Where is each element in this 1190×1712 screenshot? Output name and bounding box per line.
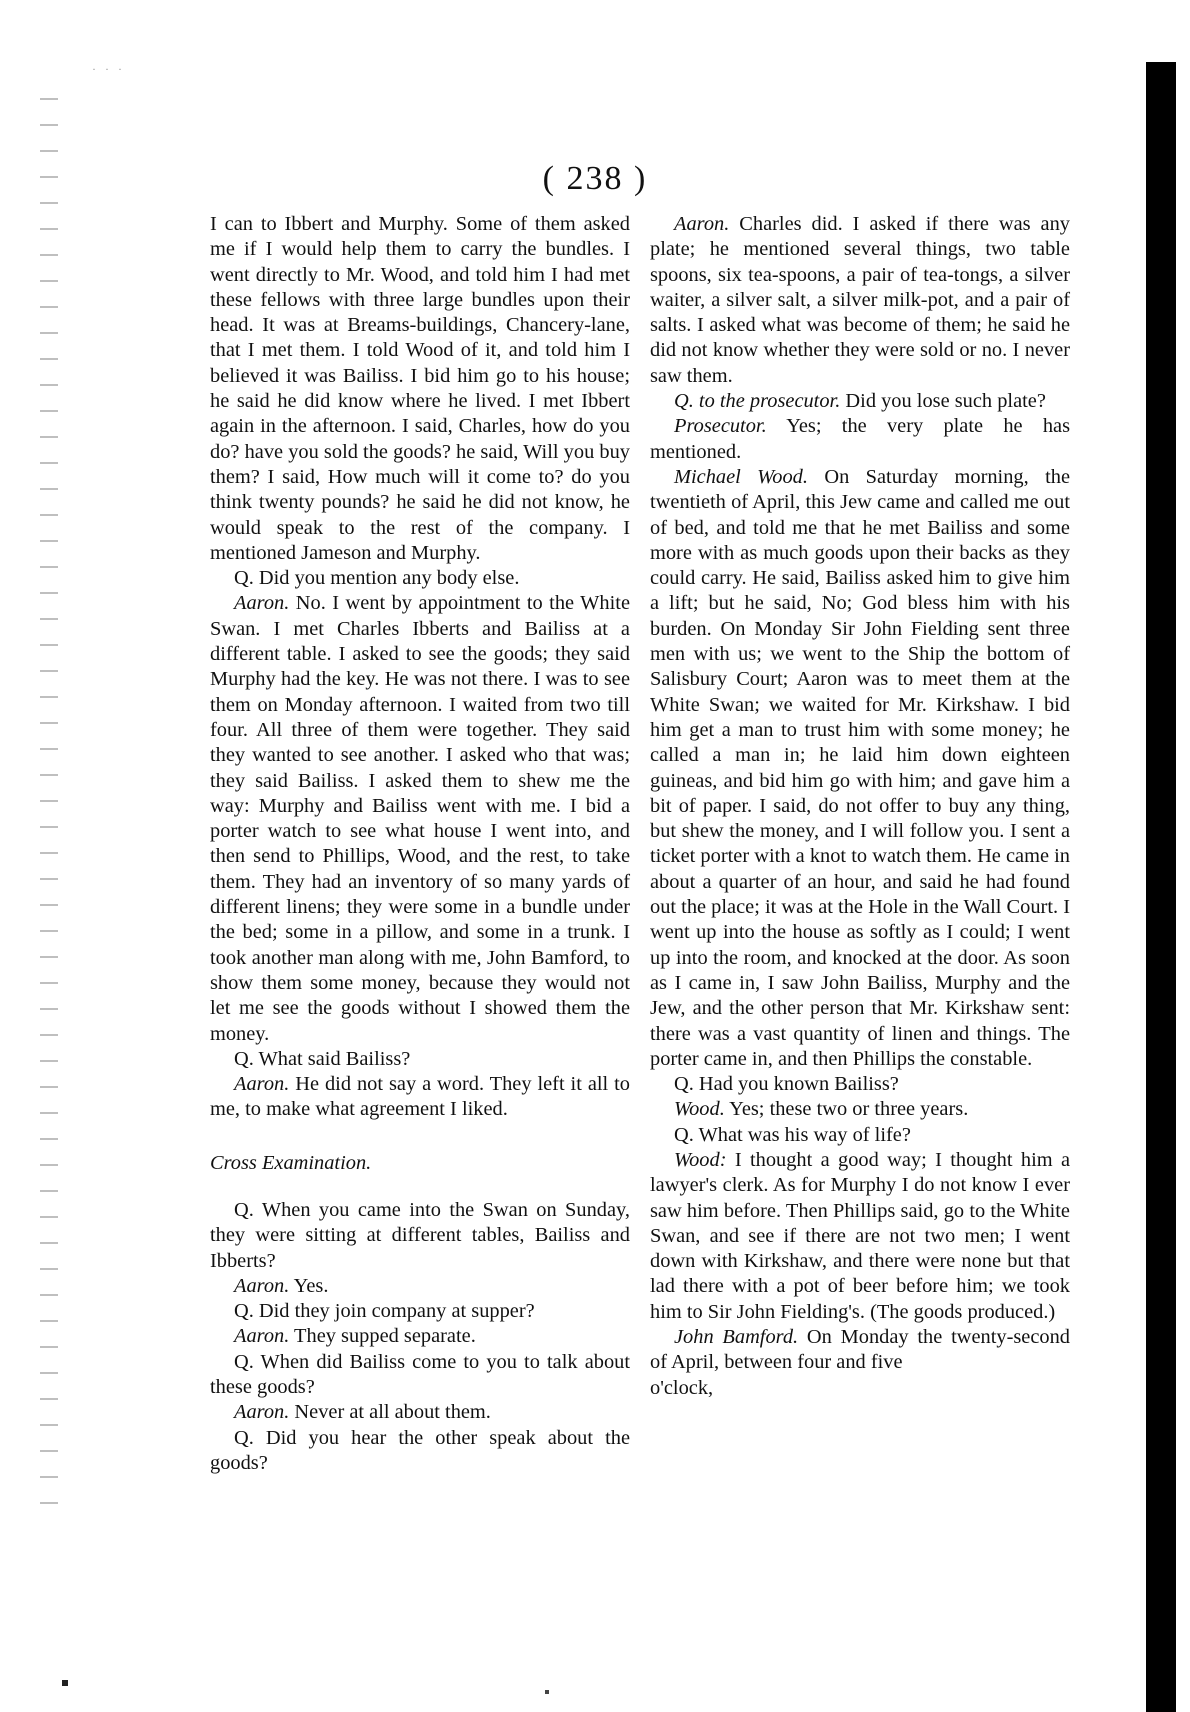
section-heading: Cross Examination.	[210, 1151, 372, 1174]
binding-margin-specks	[40, 90, 58, 1510]
paragraph: Q. to the prosecutor. Did you lose such plate?	[674, 390, 1046, 413]
top-dots: · · ·	[92, 62, 125, 76]
paragraph: Aaron. Yes.	[234, 1274, 329, 1297]
right-column	[650, 212, 1070, 1401]
paragraph: Q. Did you mention any body else.	[234, 567, 520, 590]
paragraph: Q. When you came into the Swan on Sunday, they were sitting at different tables, Bailiss and Ibberts?	[210, 1198, 630, 1272]
page-number: ( 238 )	[542, 160, 648, 197]
corner-mark	[62, 1680, 68, 1686]
paragraph: Q. What said Bailiss?	[234, 1047, 411, 1070]
paragraph: John Bamford. On Monday the twenty-second of April, between four and five	[650, 1326, 1070, 1374]
speaker: John Bamford.	[674, 1326, 799, 1349]
paragraph: Q. Did they join company at supper?	[234, 1300, 535, 1323]
speaker: Aaron.	[234, 1274, 290, 1297]
speaker: Aaron.	[674, 213, 730, 235]
paragraph: Wood. Yes; these two or three years.	[674, 1098, 969, 1121]
paragraph: Q. What was his way of life?	[674, 1123, 911, 1146]
paragraph: Q. Did you hear the other speak about the goods?	[210, 1426, 630, 1474]
speaker: Q. to the prosecutor.	[674, 390, 841, 413]
speaker: Aaron.	[234, 1073, 290, 1096]
scan-edge-bar	[1146, 62, 1176, 1712]
speaker: Aaron.	[234, 592, 290, 615]
paragraph: Aaron. No. I went by appointment to the White Swan. I met Charles Ibberts and Bailiss at a different table. I asked to see the goods; they said Murphy had the key. He was not there. I was to see them on Monday afternoon. I waited from two till four. All three of them were together. They said they wanted to see another. I asked who that was; they said Bailiss. I asked them to shew me the way: Murphy and Bailiss went with me. I bid a porter watch to see what house I went into, and then send to Phillips, Wood, and the rest, to take them. They had an inventory of so many yards of different linens; they were some in a bundle under the bed; some in a pillow, and some in a trunk. I took another man along with me, John Bamford, to show them some money, because they would not let me see the goods without I showed them the money.	[210, 592, 630, 1045]
paragraph: Q. Had you known Bailiss?	[674, 1073, 899, 1096]
speaker: Wood:	[674, 1148, 727, 1171]
speaker: Aaron.	[234, 1325, 290, 1348]
paragraph: Prosecutor. Yes; the very plate he has mentioned.	[650, 415, 1070, 463]
paragraph: Michael Wood. On Saturday morning, the twentieth of April, this Jew came and called me out of bed, and told me that he met Bailiss and some more with as much goods upon their backs as they could carry. He said, Bailiss asked him to give him a lift; but he said, No; God bless him with his burden. On Monday Sir John Fielding sent three men with us; we went to the Ship the bottom of Salisbury Court; Aaron was to meet them at the White Swan; we waited for Mr. Kirkshaw. I bid him get a man to trust him with some money; he called a man in; he laid him down eighteen guineas, and bid him go with him; and gave him a bit of paper. I said, do not offer to buy any thing, but shew the money, and I will follow you. I sent a ticket porter with a knot to watch them. He came in about a quarter of an hour, and said he had found out the place; it was at the Hole in the Wall Court. I went up into the house as softly as I could; I went up into the room, and knocked at the door. As soon as I came in, I saw John Bailiss, Murphy and the Jew, and the other person that Mr. Kirkshaw sent: there was a vast quantity of linen and things. The porter came in, and then Phillips the constable.	[650, 465, 1070, 1070]
paragraph: Q. When did Bailiss come to you to talk about these goods?	[210, 1350, 630, 1399]
speaker: Wood.	[674, 1098, 725, 1121]
paragraph: Wood: I thought a good way; I thought him a lawyer's clerk. As for Murphy I do not know I ever saw him before. Then Phillips said, go to the White Swan, and see if there are not two men; I went down with Kirkshaw, and there were none but that lad there with a pot of beer before him; we took him to Sir John Fielding's. (The goods produced.)	[650, 1148, 1070, 1323]
speaker: Aaron.	[234, 1401, 290, 1424]
paragraph: Aaron. He did not say a word. They left it all to me, to make what agreement I liked.	[210, 1073, 630, 1121]
bottom-dot	[545, 1690, 549, 1694]
paragraph: I can to Ibbert and Murphy. Some of them asked me if I would help them to carry the bundles. I went directly to Mr. Wood, and told him I had met these fellows with three large bundles upon their head. It was at Breams-buildings, Chancery-lane, that I met them. I told Wood of it, and told him I believed it was Bailiss. I bid him go to his house; he said he did know where he lived. I met Ibbert again in the afternoon. I said, Charles, how do you do? have you sold the goods? he said, Will you buy them? I said, How much will it come to? do you think twenty pounds? he said he did not know, he would speak to the rest of the company. I mentioned Jameson and Murphy.	[210, 213, 630, 564]
catchword: o'clock,	[650, 1376, 714, 1399]
left-column	[210, 212, 630, 1476]
paragraph: Aaron. Charles did. I asked if there was any plate; he mentioned several things, two table spoons, six tea-spoons, a pair of tea-tongs, a silver waiter, a silver salt, a silver milk-pot, and a pair of salts. I asked what was become of them; he said he did not know whether they were sold or no. I never saw them.	[650, 213, 1070, 387]
paragraph: Aaron. Never at all about them.	[234, 1401, 491, 1424]
speaker: Prosecutor.	[674, 415, 767, 438]
paragraph: Aaron. They supped separate.	[234, 1325, 476, 1348]
speaker: Michael Wood.	[674, 465, 808, 488]
